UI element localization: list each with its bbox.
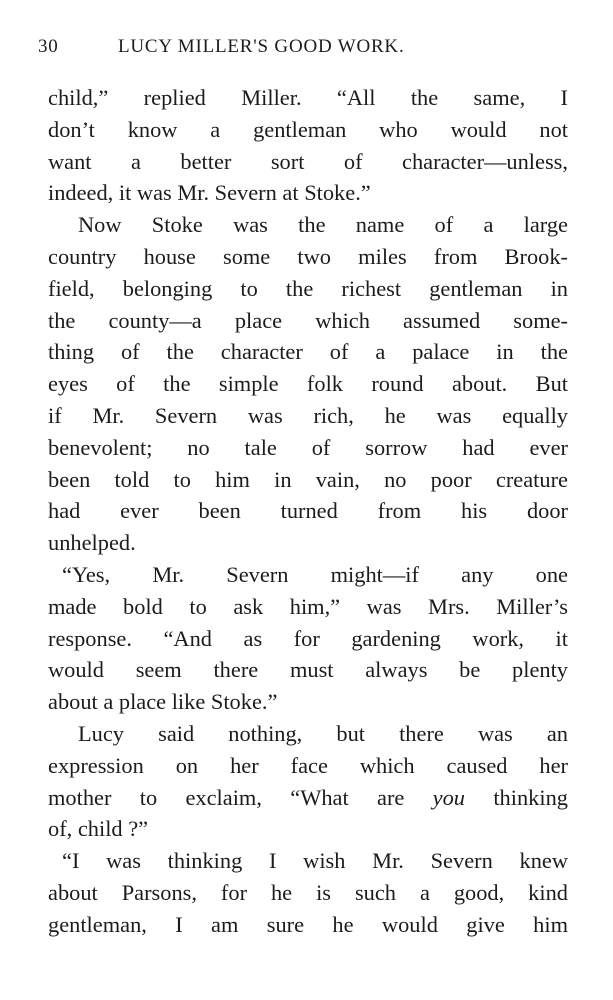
text-line [48,686,568,718]
line-text: benevolent; no tale of sorrow had ever [48,434,568,460]
text-line [48,813,568,845]
italic-word: you [432,784,466,810]
line-text: country house some two miles from Brook- [48,243,568,269]
text-line [48,750,568,782]
line-text: don’t know a gentleman who would not [48,116,568,142]
text-line [48,273,568,305]
text-line [48,336,568,368]
text-line [48,400,568,432]
text-line [48,559,568,591]
text-line [48,845,568,877]
text-line [48,718,568,750]
line-text: been told to him in vain, no poor creature [48,466,568,492]
line-text: “Yes, Mr. Severn might—if any one [62,561,568,587]
line-text: about Parsons, for he is such a good, kind [48,879,568,905]
text-line [48,591,568,623]
text-line [48,654,568,686]
line-text: about a place like Stoke.” [48,689,278,715]
line-text: if Mr. Severn was rich, he was equally [48,402,568,428]
text-line [48,209,568,241]
line-text: expression on her face which caused her [48,752,568,778]
text-line [48,368,568,400]
text-line [48,305,568,337]
running-head: LUCY MILLER'S GOOD WORK. [118,36,405,57]
line-text: thing of the character of a palace in the [48,339,568,365]
text-line [48,623,568,655]
line-text: unhelped. [48,530,136,556]
page-number: 30 [38,36,59,57]
text-line [48,495,568,527]
text-line [48,464,568,496]
line-text: response. “And as for gardening work, it [48,625,568,651]
text-line [48,146,568,178]
page-header [38,36,568,62]
line-text: of, child ?” [48,816,149,842]
line-text: would seem there must always be plenty [48,657,568,683]
text-line [48,114,568,146]
text-line [48,527,568,559]
text-line [48,432,568,464]
text-line [48,82,568,114]
line-text: the county—a place which assumed some- [48,307,568,333]
body-text [48,82,568,941]
line-text: mother to exclaim, “What are [48,784,433,810]
text-line [48,909,568,941]
text-line [48,177,568,209]
line-text: field, belonging to the richest gentleman in [48,275,568,301]
line-text: Now Stoke was the name of a large [78,212,568,238]
line-text: “I was thinking I wish Mr. Severn knew [62,848,568,874]
line-text: had ever been turned from his door [48,498,568,524]
line-text: child,” replied Miller. “All the same, I [48,85,568,110]
line-text: eyes of the simple folk round about. But [48,371,568,397]
line-text: indeed, it was Mr. Severn at Stoke.” [48,180,371,206]
text-line [48,877,568,909]
text-line [48,241,568,273]
line-text: made bold to ask him,” was Mrs. Miller’s [48,593,568,619]
text-line [48,782,568,814]
line-text-after: thinking [465,784,568,810]
line-text: want a better sort of character—unless, [48,148,568,174]
line-text: Lucy said nothing, but there was an [78,720,568,746]
line-text: gentleman, I am sure he would give him [48,911,568,937]
